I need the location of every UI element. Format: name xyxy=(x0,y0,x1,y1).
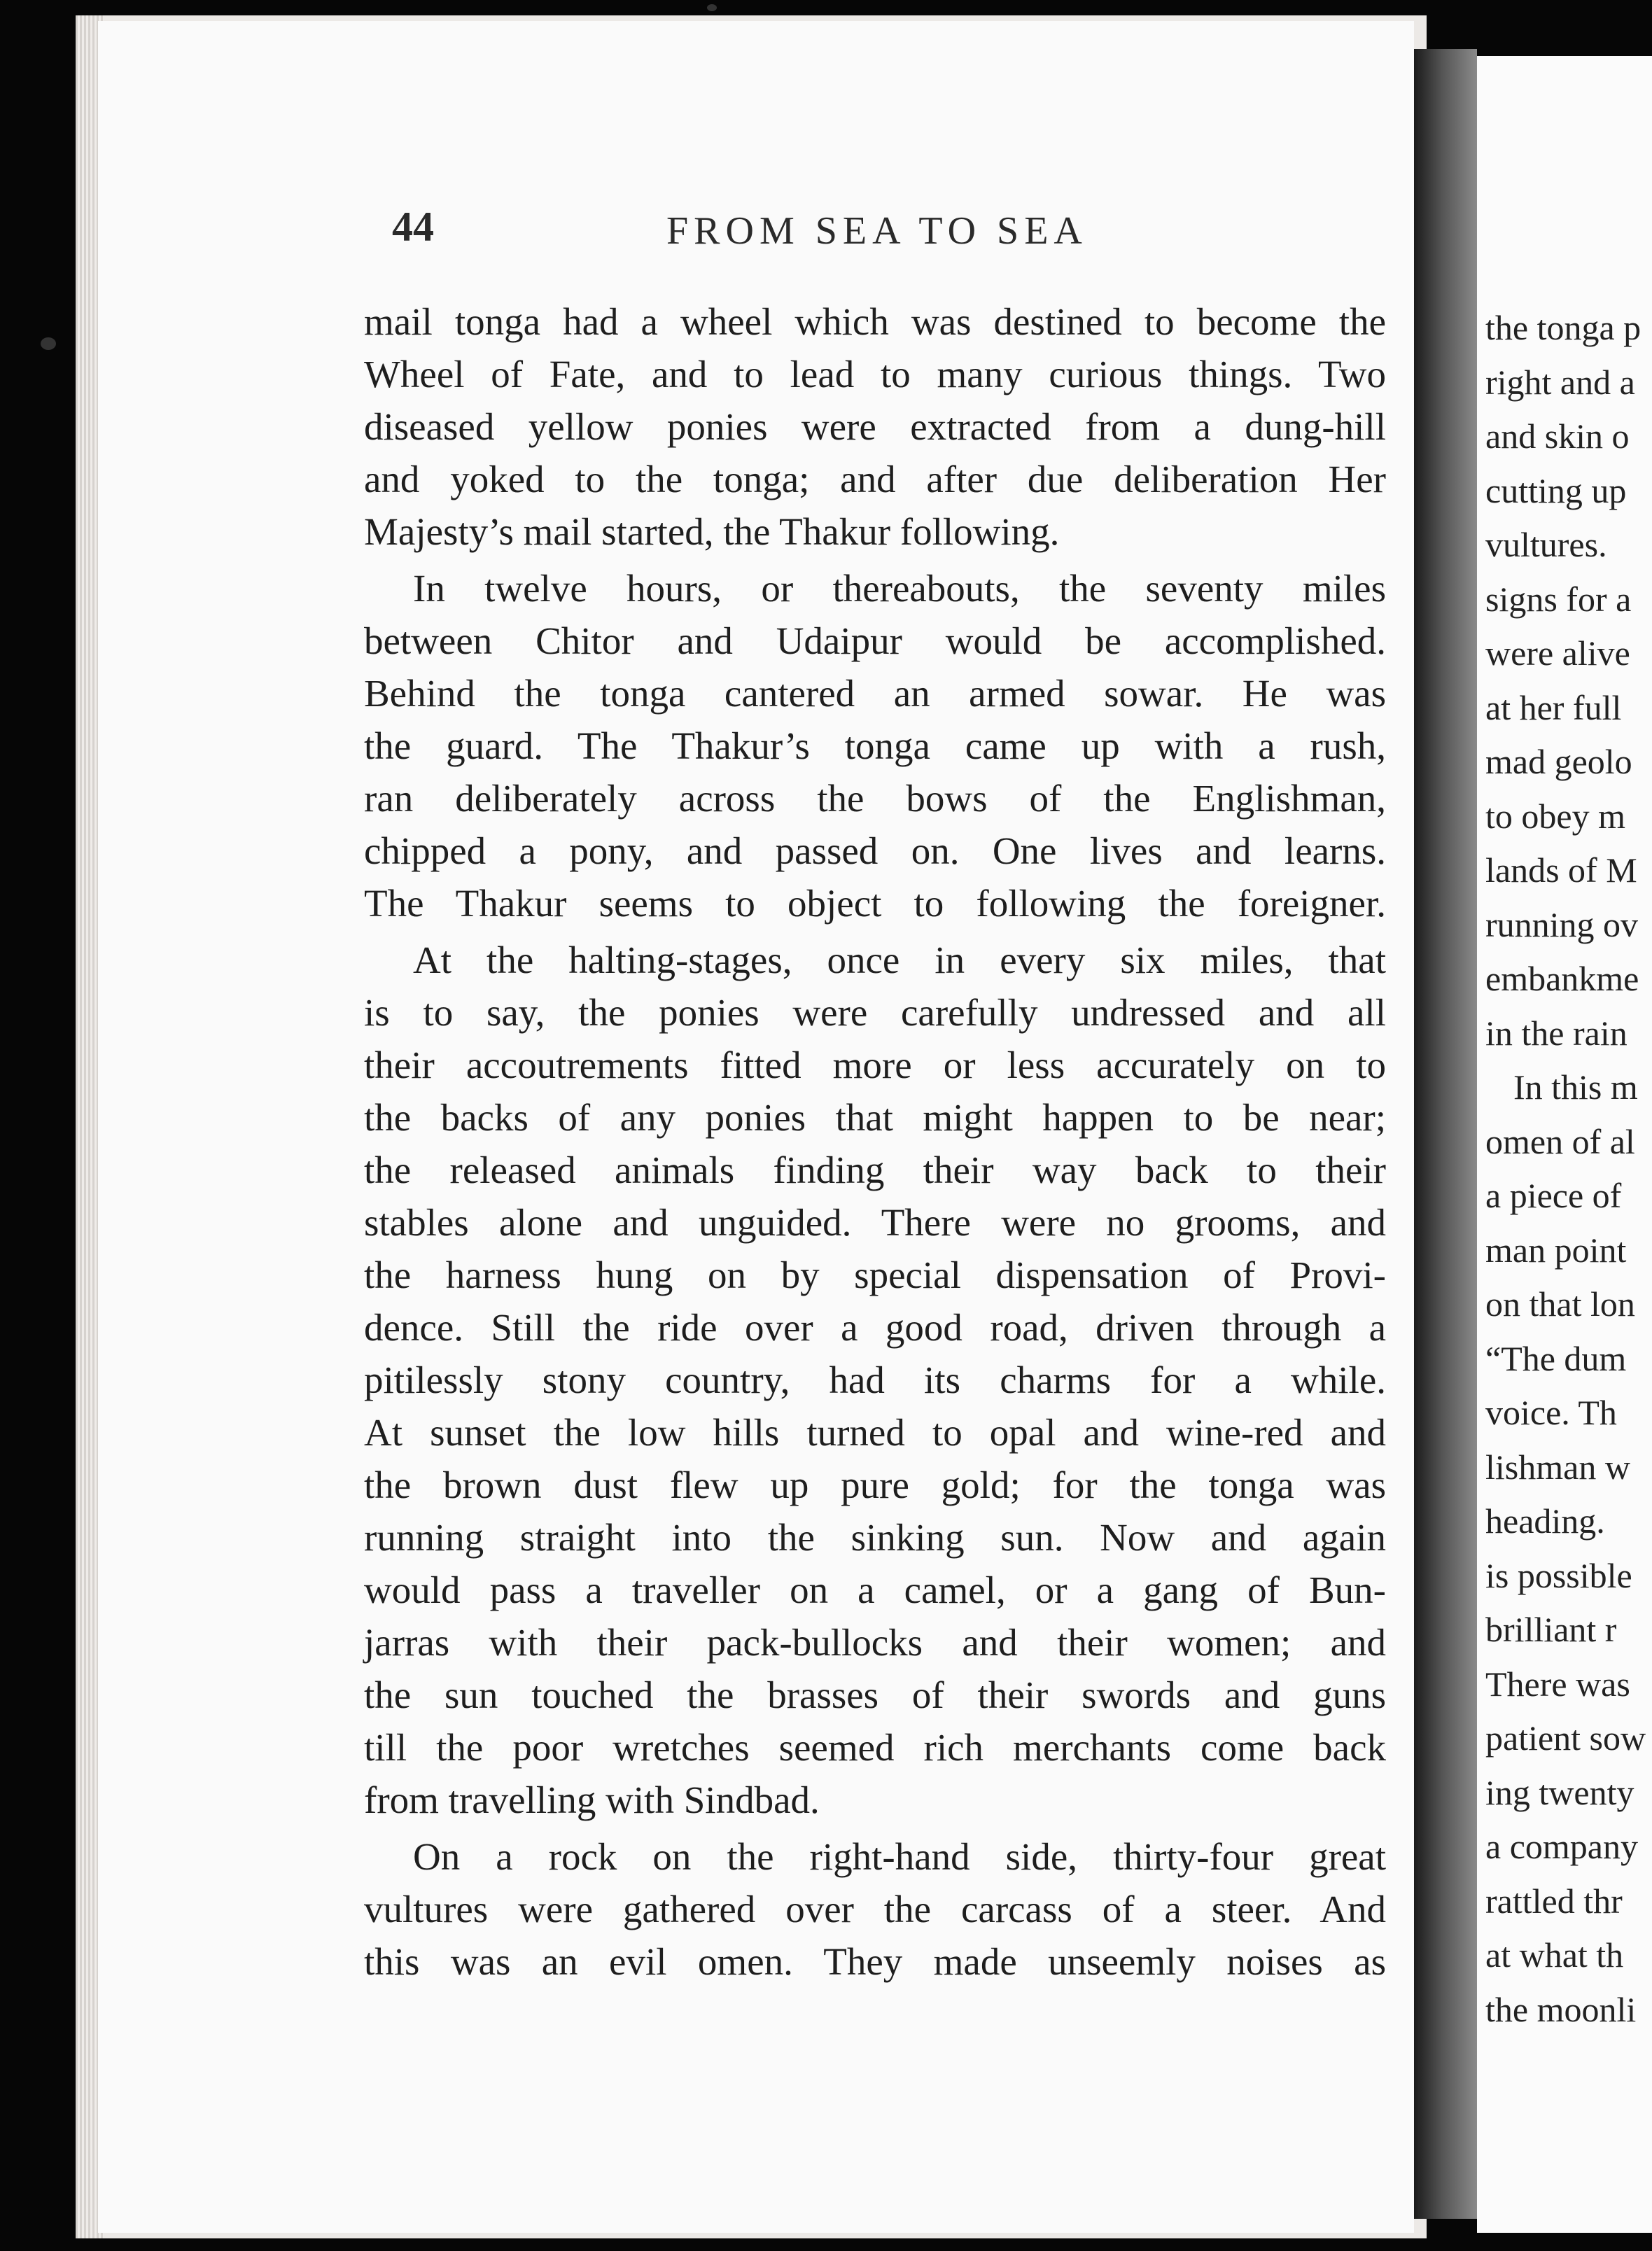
text-line: pitilessly stony country, had its charms for a while. xyxy=(364,1359,1386,1401)
text-line: mail tonga had a wheel which was destined to become the xyxy=(364,300,1386,343)
scan-speck xyxy=(707,4,717,11)
text-line: jarras with their pack-bullocks and their women; and xyxy=(364,1621,1386,1664)
text-line: ing twenty xyxy=(1485,1772,1634,1812)
running-head: FROM SEA TO SEA xyxy=(666,209,1088,253)
text-line: dence. Still the ride over a good road, driven through a xyxy=(364,1306,1386,1349)
text-line: this was an evil omen. They made unseemly noises as xyxy=(364,1940,1386,1983)
text-line: the harness hung on by special dispensation of Provi- xyxy=(364,1254,1386,1296)
text-line: voice. Th xyxy=(1485,1393,1617,1432)
text-line: cutting up xyxy=(1485,470,1627,510)
text-line: between Chitor and Udaipur would be accomplished. xyxy=(364,619,1386,662)
text-line: the guard. The Thakur’s tonga came up with a rush, xyxy=(364,724,1386,767)
text-line: signs for a xyxy=(1485,579,1632,619)
text-line: and skin o xyxy=(1485,416,1630,456)
text-line: patient sow xyxy=(1485,1718,1646,1758)
text-line: Behind the tonga cantered an armed sowar. He was xyxy=(364,672,1386,715)
text-line: Wheel of Fate, and to lead to many curious things. Two xyxy=(364,353,1386,395)
text-line: their accoutrements fitted more or less accurately on to xyxy=(364,1044,1386,1086)
text-line: There was xyxy=(1485,1664,1630,1704)
text-line: the tonga p xyxy=(1485,308,1642,347)
text-line: vultures were gathered over the carcass of a steer. And xyxy=(364,1888,1386,1930)
text-line: to obey m xyxy=(1485,796,1625,836)
text-line: right and a xyxy=(1485,362,1635,402)
right-page-text xyxy=(1485,301,1652,2037)
text-line: diseased yellow ponies were extracted from a dung-hill xyxy=(364,405,1386,448)
text-line: were alive xyxy=(1485,633,1630,673)
text-line: and yoked to the tonga; and after due deliberation Her xyxy=(364,458,1386,500)
text-line: man point xyxy=(1485,1230,1627,1270)
text-line: At the halting-stages, once in every six miles, that xyxy=(413,939,1386,981)
text-line: lands of M xyxy=(1485,850,1637,890)
text-line: chipped a pony, and passed on. One lives and learns. xyxy=(364,829,1386,872)
text-line: Majesty’s mail started, the Thakur following. xyxy=(364,510,1060,553)
text-line: In twelve hours, or thereabouts, the seventy miles xyxy=(413,567,1386,610)
text-line: till the poor wretches seemed rich merchants come back xyxy=(364,1726,1386,1769)
page-header xyxy=(392,203,1414,280)
text-line: running ov xyxy=(1485,904,1639,944)
scan-speck xyxy=(41,337,56,350)
text-line: a company xyxy=(1485,1827,1638,1866)
text-line: from travelling with Sindbad. xyxy=(364,1779,820,1821)
text-line: brilliant r xyxy=(1485,1610,1617,1649)
text-line: at what th xyxy=(1485,1935,1624,1975)
text-line: the sun touched the brasses of their swords and guns xyxy=(364,1674,1386,1716)
text-line: vultures. xyxy=(1485,525,1607,564)
text-line: lishman w xyxy=(1485,1447,1630,1487)
text-line: rattled thr xyxy=(1485,1881,1623,1921)
text-line: the moonli xyxy=(1485,1989,1637,2029)
text-line: running straight into the sinking sun. Now and again xyxy=(364,1516,1386,1559)
text-line: at her full xyxy=(1485,687,1622,727)
text-line: in the rain xyxy=(1485,1013,1628,1053)
text-line: stables alone and unguided. There were no grooms, and xyxy=(364,1201,1386,1244)
text-line: omen of al xyxy=(1485,1121,1635,1161)
text-line: the brown dust flew up pure gold; for the tonga was xyxy=(364,1464,1386,1506)
text-line: embankme xyxy=(1485,959,1639,998)
text-line: mad geolo xyxy=(1485,742,1632,781)
text-line: In this m xyxy=(1513,1067,1638,1107)
page-number: 44 xyxy=(392,204,434,250)
text-line: heading. xyxy=(1485,1501,1605,1541)
text-line: At sunset the low hills turned to opal and wine-red and xyxy=(364,1411,1386,1454)
text-line: is possible xyxy=(1485,1555,1632,1595)
text-line: On a rock on the right-hand side, thirty-four great xyxy=(413,1835,1386,1878)
left-page-text xyxy=(364,295,1386,1988)
text-line: ran deliberately across the bows of the Englishman, xyxy=(364,777,1386,820)
text-line: would pass a traveller on a camel, or a gang of Bun- xyxy=(364,1569,1386,1611)
text-line: “The dum xyxy=(1485,1338,1627,1378)
book-gutter xyxy=(1414,49,1477,2219)
text-line: on that lon xyxy=(1485,1284,1635,1324)
text-line: is to say, the ponies were carefully undressed and all xyxy=(364,991,1386,1034)
text-line: the released animals finding their way back to their xyxy=(364,1149,1386,1191)
text-line: the backs of any ponies that might happen to be near; xyxy=(364,1096,1386,1139)
text-line: a piece of xyxy=(1485,1176,1622,1215)
text-line: The Thakur seems to object to following the foreigner. xyxy=(364,882,1386,925)
